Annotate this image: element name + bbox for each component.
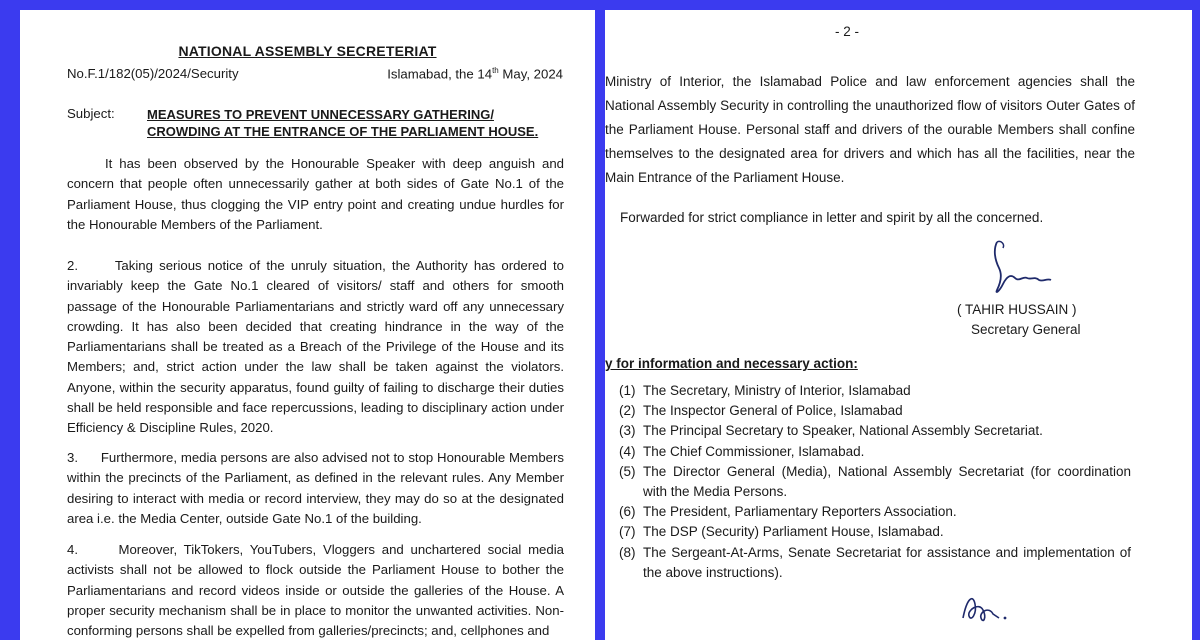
recipient-number: (1) bbox=[619, 383, 636, 398]
recipient-number: (3) bbox=[619, 423, 636, 439]
recipient-text: The Director General (Media), National Assembly Secretariat (for coordination with the Media Persons. bbox=[643, 463, 1131, 500]
continuation-paragraph bbox=[605, 70, 1135, 190]
paragraph-4-text: 4. Moreover, TikTokers, YouTubers, Vloggers and unchartered social media activists shall not be allowed to flock outside the Parliament House to bother the Parliamentarians and record videos inside or outside the galleries of the House. A proper security mechanism shall be in place to monitor the unwanted activities. Non-conforming persons shall be expelled from galleries/precincts; and, cellphones and bbox=[67, 542, 568, 639]
paragraph-1 bbox=[67, 154, 564, 235]
recipient-item bbox=[619, 462, 1131, 502]
recipient-number: (2) bbox=[619, 403, 636, 419]
recipient-number: (4) bbox=[619, 443, 636, 459]
signature-image bbox=[983, 238, 1093, 308]
recipient-number: (8) bbox=[619, 544, 636, 560]
recipient-list bbox=[619, 381, 1131, 583]
paragraph-2 bbox=[67, 256, 568, 439]
paragraph-3 bbox=[67, 448, 568, 529]
paragraph-4 bbox=[67, 540, 568, 640]
subject-label: Subject: bbox=[67, 106, 115, 121]
recipient-number: (6) bbox=[619, 504, 636, 520]
paragraph-1-text: It has been observed by the Honourable Speaker with deep anguish and concern that people often unnecessarily gather at both sides of Gate No.1 of the Parliament House, thus clogging the VIP entry point and creating undue hurdles for the Honourable Members of the Parliament. bbox=[67, 156, 564, 232]
forwarded-note: Forwarded for strict compliance in letter and spirit by all the concerned. bbox=[620, 210, 1044, 225]
letterhead-title: NATIONAL ASSEMBLY SECRETERIAT bbox=[178, 43, 437, 59]
paragraph-3-text: 3. Furthermore, media persons are also advised not to stop Honourable Members within the precincts of the Parliament, as defined in the relevant rules. Any Member desiring to interact with media or record interview, they may do so at the designated area i.e. the Media Center, outside Gate No.1 of the building. bbox=[67, 450, 568, 526]
copy-to-heading: y for information and necessary action: bbox=[605, 356, 858, 371]
continuation-text: Ministry of Interior, the Islamabad Police and law enforcement agencies shall the National Assembly Security in controlling the unauthorized flow of visitors Outer Gates of the Parliament House. Personal staff and drivers of the ourable Members shall confine themselves to the designated area for drivers and which has all the facilities, near the Main Entrance of the Parliament House. bbox=[605, 74, 1135, 185]
recipient-number: (5) bbox=[619, 463, 636, 479]
date-place: Islamabad, the 14 bbox=[387, 66, 493, 82]
recipient-text: The Chief Commissioner, Islamabad. bbox=[643, 443, 865, 459]
page-number: - 2 - bbox=[835, 24, 860, 39]
recipient-item bbox=[619, 421, 1131, 441]
document-page-2 bbox=[605, 10, 1192, 640]
recipient-item bbox=[619, 381, 1131, 401]
recipient-text: The President, Parliamentary Reporters Association. bbox=[643, 504, 957, 520]
date-suffix: th bbox=[492, 66, 499, 75]
recipient-item bbox=[619, 502, 1131, 522]
reference-number: No.F.1/182(05)/2024/Security bbox=[67, 66, 239, 81]
recipient-text: The Secretary, Ministry of Interior, Islamabad bbox=[643, 383, 911, 398]
initials-signature bbox=[957, 588, 1017, 628]
letter-date bbox=[387, 66, 563, 81]
recipient-text: The Inspector General of Police, Islamabad bbox=[643, 403, 903, 419]
recipient-item bbox=[619, 522, 1131, 542]
document-page-1 bbox=[20, 10, 595, 640]
recipient-text: The Sergeant-At-Arms, Senate Secretariat for assistance and implementation of the above instructions). bbox=[643, 544, 1131, 580]
recipient-text: The Principal Secretary to Speaker, National Assembly Secretariat. bbox=[643, 423, 1043, 439]
recipient-text: The DSP (Security) Parliament House, Islamabad. bbox=[643, 524, 944, 540]
date-rest: May, 2024 bbox=[498, 66, 563, 82]
recipient-number: (7) bbox=[619, 524, 636, 540]
recipient-item bbox=[619, 401, 1131, 421]
signatory-title: Secretary General bbox=[971, 322, 1081, 337]
signatory-name: ( TAHIR HUSSAIN ) bbox=[957, 302, 1077, 317]
subject-text: MEASURES TO PREVENT UNNECESSARY GATHERING/ CROWDING AT THE ENTRANCE OF THE PARLIAMENT HOUSE. bbox=[147, 107, 539, 139]
recipient-item bbox=[619, 543, 1131, 583]
paragraph-2-text: 2. Taking serious notice of the unruly situation, the Authority has ordered to invariably keep the Gate No.1 cleared of visitors/ staff and others for smooth passage of the Honourable Parliamentarians and strictly ward off any unnecessary crowding. It has also been decided that creating hindrance in the way of the Parliamentarians shall be treated as a Breach of the Privilege of the House and its Members; and, strict action under the law shall be taken against the violators. Anyone, within the security apparatus, found guilty of failing to discharge their duties shall be held responsible and face repercussions, leading to disciplinary action under Efficiency & Discipline Rules, 2020. bbox=[67, 258, 568, 436]
recipient-item bbox=[619, 442, 1131, 462]
